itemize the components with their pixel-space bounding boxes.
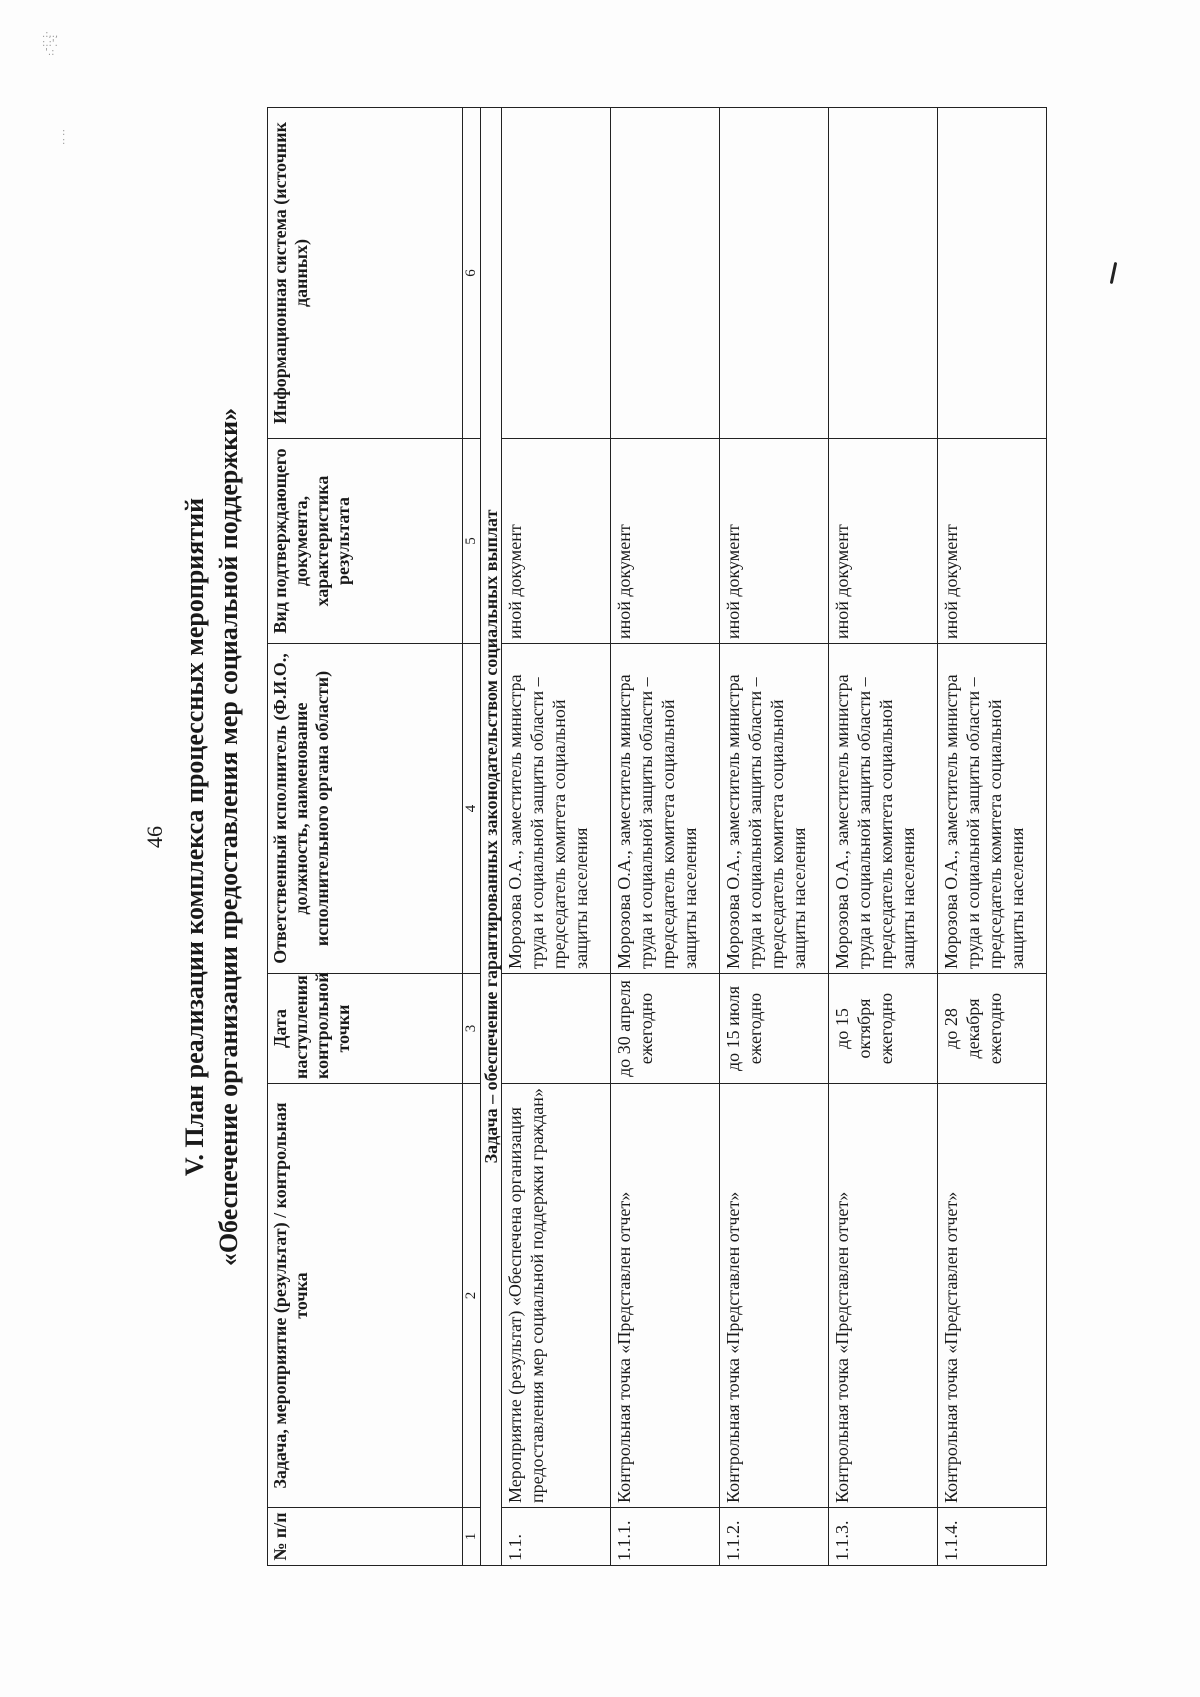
column-number: 2: [463, 1084, 481, 1508]
row-name: Мероприятие (результат) «Обеспечена организация предоставления мер социальной поддержки граждан»: [502, 1084, 611, 1508]
row-num: 1.1.3.: [829, 1508, 938, 1566]
row-num: 1.1.: [502, 1508, 611, 1566]
row-date: до 28 декабря ежегодно: [938, 974, 1047, 1084]
table-row: [611, 108, 720, 1566]
task-row: [481, 108, 502, 1566]
row-system: [502, 108, 611, 439]
column-number: 5: [463, 439, 481, 644]
header-cell-document: Вид подтверждающего документа, характеристика результата: [268, 439, 463, 644]
row-document: иной документ: [611, 439, 720, 644]
header-cell-num: № п/п: [268, 1508, 463, 1566]
header-cell-name: Задача, мероприятие (результат) / контрольная точка: [268, 1084, 463, 1508]
task-title: Задача – обеспечение гарантированных законодательством социальных выплат: [481, 108, 502, 1566]
row-document: иной документ: [720, 439, 829, 644]
row-executor: Морозова О.А., заместитель министра труда и социальной защиты области – председатель комитета социальной защиты населения: [611, 644, 720, 974]
row-document: иной документ: [829, 439, 938, 644]
row-name: Контрольная точка «Представлен отчет»: [938, 1084, 1047, 1508]
table-row: [720, 108, 829, 1566]
table-row: [829, 108, 938, 1566]
row-num: 1.1.1.: [611, 1508, 720, 1566]
header-cell-system: Информационная система (источник данных): [268, 108, 463, 439]
column-number: 6: [463, 108, 481, 439]
title-line-2: «Обеспечение организации предоставления мер социальной поддержки»: [214, 407, 243, 1267]
column-number: 3: [463, 974, 481, 1084]
row-system: [611, 108, 720, 439]
row-system: [938, 108, 1047, 439]
table-row: [502, 108, 611, 1566]
header-cell-date: Дата наступления контрольной точки: [268, 974, 463, 1084]
row-executor: Морозова О.А., заместитель министра труда и социальной защиты области – председатель комитета социальной защиты населения: [502, 644, 611, 974]
row-date: до 30 апреля ежегодно: [611, 974, 720, 1084]
scan-noise-marks: .:,., :.:'. '.:: [42, 29, 59, 58]
row-executor: Морозова О.А., заместитель министра труда и социальной защиты области – председатель комитета социальной защиты населения: [720, 644, 829, 974]
header-cell-executor: Ответственный исполнитель (Ф.И.О., должность, наименование исполнительного органа области): [268, 644, 463, 974]
column-number: 4: [463, 644, 481, 974]
title-line-1: V. План реализации комплекса процессных мероприятий: [180, 497, 209, 1177]
column-number: 1: [463, 1508, 481, 1566]
row-date: [502, 974, 611, 1084]
row-document: иной документ: [502, 439, 611, 644]
row-executor: Морозова О.А., заместитель министра труда и социальной защиты области – председатель комитета социальной защиты населения: [938, 644, 1047, 974]
row-num: 1.1.4.: [938, 1508, 1047, 1566]
row-date: до 15 октября ежегодно: [829, 974, 938, 1084]
row-executor: Морозова О.А., заместитель министра труда и социальной защиты области – председатель комитета социальной защиты населения: [829, 644, 938, 974]
table-row: [938, 108, 1047, 1566]
plan-table: [267, 107, 1047, 1566]
row-num: 1.1.2.: [720, 1508, 829, 1566]
stray-pen-mark: [1110, 262, 1118, 284]
column-number-row: [463, 108, 481, 1566]
row-system: [720, 108, 829, 439]
header-row: [268, 108, 463, 1566]
row-document: иной документ: [938, 439, 1047, 644]
row-name: Контрольная точка «Представлен отчет»: [829, 1084, 938, 1508]
row-system: [829, 108, 938, 439]
rotated-document-sheet: [120, 102, 1050, 1572]
page-number: 46: [142, 826, 167, 848]
row-name: Контрольная точка «Представлен отчет»: [720, 1084, 829, 1508]
document-title: [178, 102, 246, 1572]
row-name: Контрольная точка «Представлен отчет»: [611, 1084, 720, 1508]
scan-noise-marks-lower: : :: [62, 127, 66, 147]
row-date: до 15 июля ежегодно: [720, 974, 829, 1084]
